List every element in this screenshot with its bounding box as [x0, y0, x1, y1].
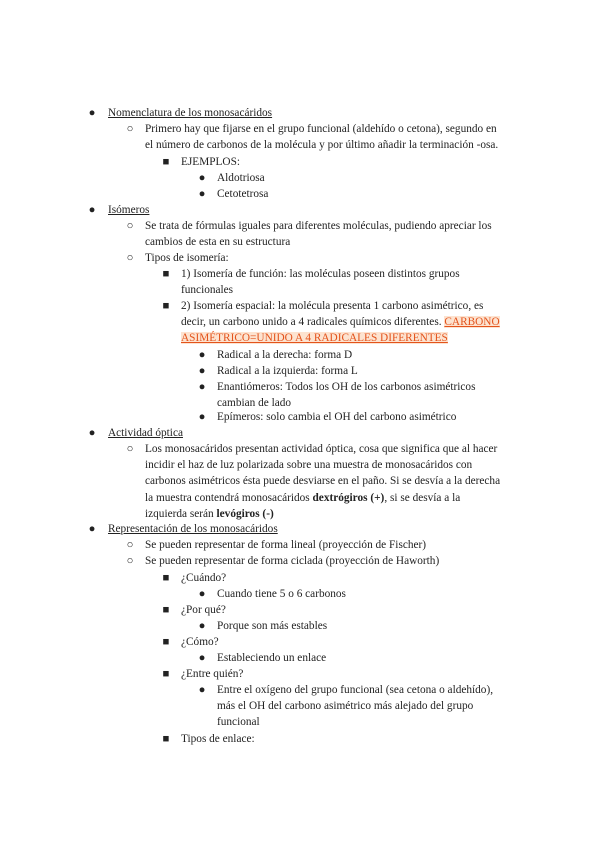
highlight-carbono: CARBONO: [444, 316, 500, 329]
section-title-representacion: Representación de los monosacáridos: [108, 523, 278, 535]
answer-por-que: Porque son más estables: [217, 620, 328, 632]
answer-cuando: Cuando tiene 5 o 6 carbonos: [217, 588, 346, 600]
isomeria-types-label: Tipos de isomería:: [145, 252, 229, 264]
bullet-l4: ●: [198, 381, 206, 393]
bullet-l4: ●: [198, 620, 206, 632]
answer-entre-quien: Entre el oxígeno del grupo funcional (sea cetona o aldehído), más el OH del carbono asimétrico más alejado del grupo funcional: [217, 684, 494, 729]
bullet-l1: ●: [88, 523, 96, 535]
examples-label: EJEMPLOS:: [181, 156, 241, 168]
bullet-l3: ■: [162, 268, 170, 280]
example-aldotriosa: Aldotriosa: [217, 172, 265, 184]
bullet-l4: ●: [198, 588, 206, 600]
bullet-l2: ○: [126, 123, 134, 135]
section-title-isomeros: Isómeros: [108, 204, 150, 216]
isomeros-description: Se trata de fórmulas iguales para diferentes moléculas, pudiendo apreciar los cambios de esta en su estructura: [145, 220, 492, 249]
actividad-optica-description: Los monosacáridos presentan actividad óptica, cosa que significa que al hacer incidir el haz de luz polarizada sobre una muestra de monosacáridos con carbonos asimétricos ésta puede desviarse en el paño. Si se desvía a la derecha la muestra contendrá monosacáridos dextrógiros (+), si se desvía a la izquierda serán levógiros (-): [145, 443, 501, 520]
bullet-l2: ○: [126, 443, 134, 455]
isomeria-espacial: 2) Isomería espacial: la molécula presenta 1 carbono asimétrico, es decir, un carbono unido a 4 radicales químicos diferentes. CARBONO ASIMÉTRICO=UNIDO A 4 RADICALES DIFERENTES: [181, 300, 500, 345]
question-entre-quien: ¿Entre quién?: [181, 668, 244, 680]
bullet-l3: ■: [162, 636, 170, 648]
radical-izquierda: Radical a la izquierda: forma L: [217, 365, 358, 377]
bullet-l4: ●: [198, 172, 206, 184]
tipos-de-enlace: Tipos de enlace:: [181, 733, 255, 745]
bullet-l3: ■: [162, 733, 170, 745]
section-title-nomenclatura: Nomenclatura de los monosacáridos: [108, 107, 273, 119]
section-title-actividad-optica: Actividad óptica: [108, 427, 183, 439]
radical-derecha: Radical a la derecha: forma D: [217, 349, 353, 361]
epimeros: Epímeros: solo cambia el OH del carbono asimétrico: [217, 411, 457, 423]
bullet-l4: ●: [198, 188, 206, 200]
highlight-asimetrico: ASIMÉTRICO=UNIDO A 4 RADICALES DIFERENTES: [181, 332, 448, 345]
levogiros: levógiros (-): [216, 507, 274, 520]
bullet-l4: ●: [198, 349, 206, 361]
forma-ciclada: Se pueden representar de forma ciclada (proyección de Haworth): [145, 555, 440, 567]
question-por-que: ¿Por qué?: [181, 604, 226, 616]
bullet-l3: ■: [162, 604, 170, 616]
dextrogiros: dextrógiros (+): [312, 491, 385, 504]
question-como: ¿Cómo?: [181, 636, 219, 648]
bullet-l2: ○: [126, 252, 134, 264]
isomeria-funcion: 1) Isomería de función: las moléculas poseen distintos grupos funcionales: [181, 268, 460, 297]
enantiomeros: Enantiómeros: Todos los OH de los carbonos asimétricos cambian de lado: [217, 381, 476, 410]
forma-lineal: Se pueden representar de forma lineal (proyección de Fischer): [145, 539, 427, 551]
example-cetotetrosa: Cetotetrosa: [217, 188, 269, 200]
bullet-l4: ●: [198, 411, 206, 423]
question-cuando: ¿Cuándo?: [181, 572, 227, 584]
bullet-l4: ●: [198, 684, 206, 696]
bullet-l1: ●: [88, 107, 96, 119]
bullet-l3: ■: [162, 572, 170, 584]
bullet-l2: ○: [126, 539, 134, 551]
answer-como: Estableciendo un enlace: [217, 652, 327, 664]
bullet-l3: ■: [162, 156, 170, 168]
bullet-l2: ○: [126, 220, 134, 232]
bullet-l1: ●: [88, 204, 96, 216]
bullet-l2: ○: [126, 555, 134, 567]
bullet-l3: ■: [162, 668, 170, 680]
bullet-l3: ■: [162, 300, 170, 312]
nomenclatura-description: Primero hay que fijarse en el grupo funcional (aldehído o cetona), segundo en el número de carbonos de la molécula y por último añadir la terminación -osa.: [145, 123, 499, 152]
bullet-l1: ●: [88, 427, 96, 439]
bullet-l4: ●: [198, 652, 206, 664]
bullet-l4: ●: [198, 365, 206, 377]
